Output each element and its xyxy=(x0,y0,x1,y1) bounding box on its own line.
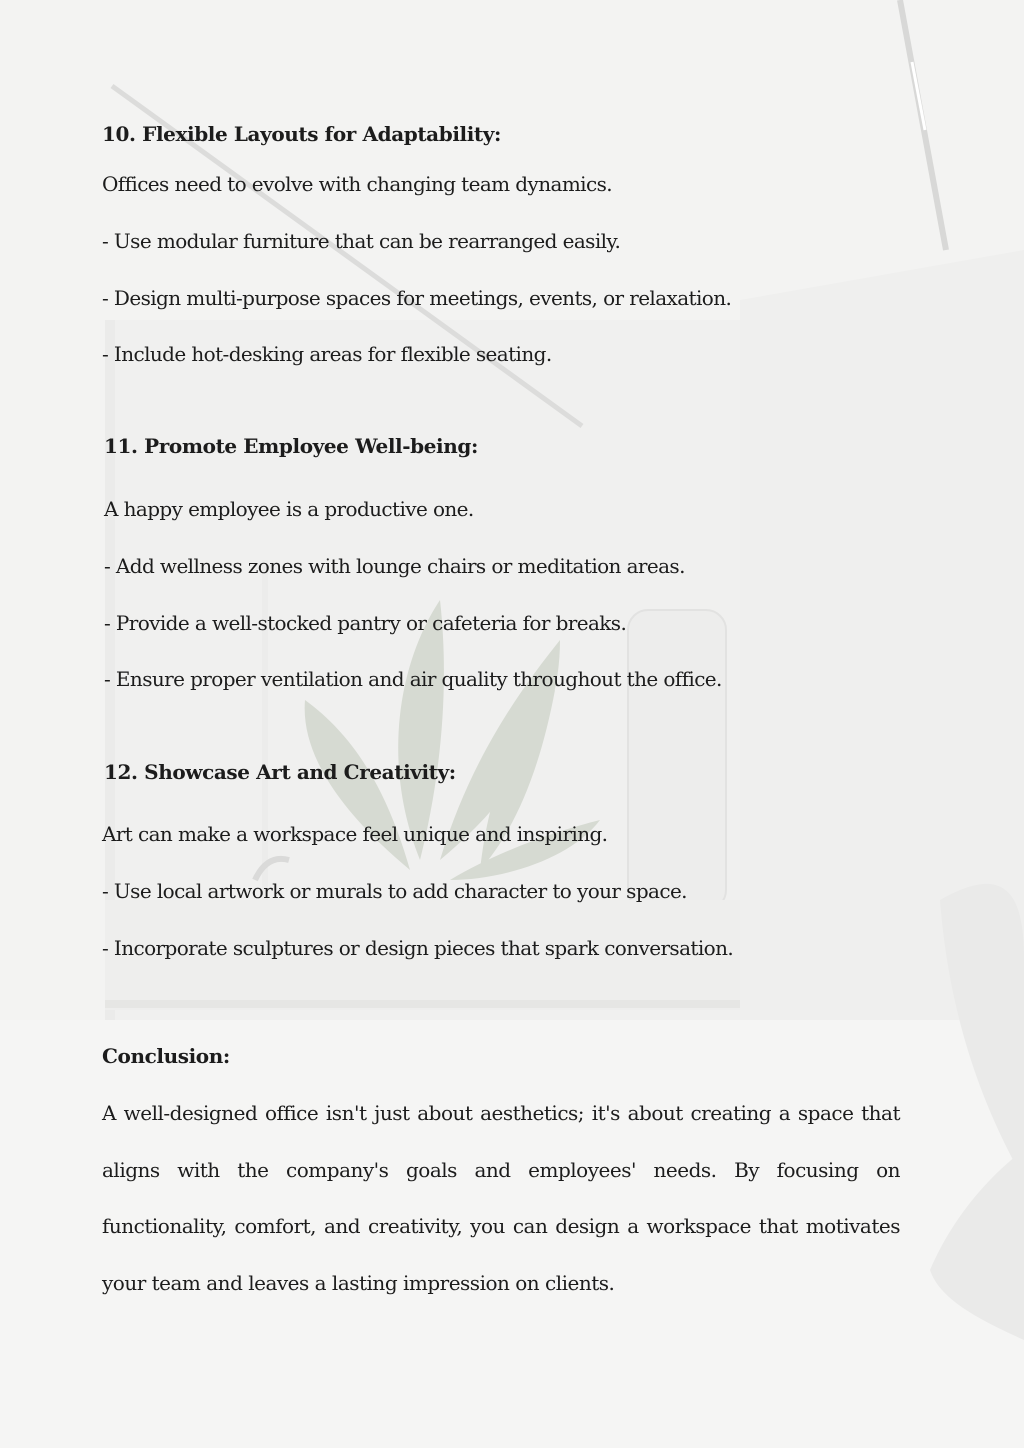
section-12-heading: 12. Showcase Art and Creativity: xyxy=(104,760,456,784)
section-11-bullet: - Ensure proper ventilation and air quality throughout the office. xyxy=(104,667,722,691)
section-11-intro: A happy employee is a productive one. xyxy=(104,497,474,521)
section-12-intro: Art can make a workspace feel unique and inspiring. xyxy=(102,822,608,846)
section-11-bullet: - Add wellness zones with lounge chairs or meditation areas. xyxy=(104,554,685,578)
section-11-heading: 11. Promote Employee Well-being: xyxy=(104,434,478,458)
section-10-intro: Offices need to evolve with changing team dynamics. xyxy=(102,172,612,196)
section-12-bullet: - Incorporate sculptures or design pieces that spark conversation. xyxy=(102,936,734,960)
section-11-bullet: - Provide a well-stocked pantry or cafeteria for breaks. xyxy=(104,611,627,635)
conclusion-paragraph: A well-designed office isn't just about aesthetics; it's about creating a space that aligns with the company's goals and employees' needs. By focusing on functionality, comfort, and creativity, you can design a workspace that motivates your team and leaves a lasting impression on clients. xyxy=(102,1101,900,1296)
section-10-bullet: - Include hot-desking areas for flexible seating. xyxy=(102,342,552,366)
section-10-bullet: - Design multi-purpose spaces for meetings, events, or relaxation. xyxy=(102,286,732,310)
conclusion-heading: Conclusion: xyxy=(102,1044,230,1068)
section-10-heading: 10. Flexible Layouts for Adaptability: xyxy=(102,122,501,146)
section-10-bullet: - Use modular furniture that can be rearranged easily. xyxy=(102,229,621,253)
section-12-bullet: - Use local artwork or murals to add character to your space. xyxy=(102,879,687,903)
